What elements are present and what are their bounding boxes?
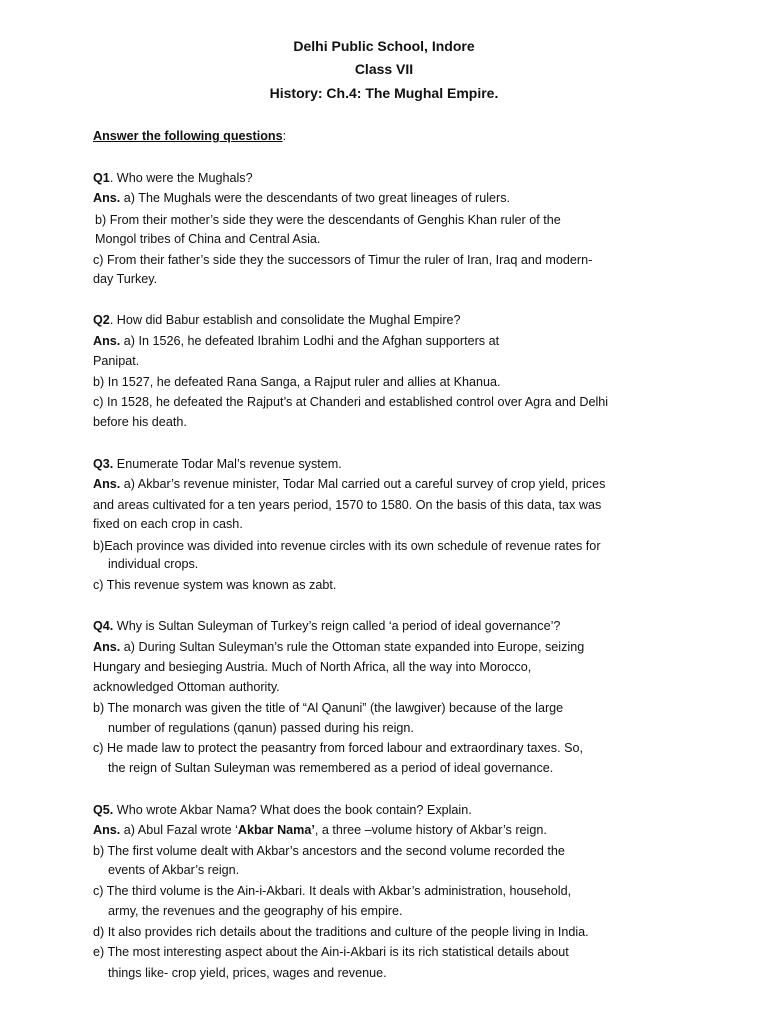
q3-answer-b-line1: b)Each province was divided into revenue circles with its own schedule of revenue rates for	[93, 539, 601, 553]
q1-question	[93, 170, 253, 186]
q4-answer-a-line1	[93, 639, 584, 655]
q1-a-text: a) The Mughals were the descendants of two great lineages of rulers.	[120, 191, 510, 205]
q4-answer-c-line2: the reign of Sultan Suleyman was remembered as a period of ideal governance.	[108, 761, 554, 775]
q1-number: Q1	[93, 171, 110, 185]
q1-ans-label: Ans.	[93, 191, 121, 205]
q1-answer-c-line2: day Turkey.	[93, 272, 158, 286]
chapter-title: History: Ch.4: The Mughal Empire.	[269, 85, 499, 101]
q2-a-text: a) In 1526, he defeated Ibrahim Lodhi and the Afghan supporters at	[120, 334, 500, 348]
q2-number: Q2	[93, 313, 110, 327]
q2-answer-a-line1	[93, 333, 499, 349]
q5-answer-b-line2: events of Akbar’s reign.	[108, 863, 240, 877]
q4-text: Why is Sultan Suleyman of Turkey’s reign called ‘a period of ideal governance’?	[113, 619, 561, 633]
q3-number: Q3.	[93, 457, 114, 471]
q5-text: Who wrote Akbar Nama? What does the book contain? Explain.	[113, 803, 472, 817]
q1-text: . Who were the Mughals?	[109, 171, 253, 185]
q2-question	[93, 312, 461, 328]
instruction-colon: :	[282, 129, 287, 143]
q5-a-pre: a) Abul Fazal wrote ‘	[120, 823, 238, 837]
q5-answer-d: d) It also provides rich details about the traditions and culture of the people living in India.	[93, 925, 589, 939]
q4-a-text: a) During Sultan Suleyman’s rule the Ottoman state expanded into Europe, seizing	[120, 640, 585, 654]
q3-answer-c: c) This revenue system was known as zabt.	[93, 578, 337, 592]
q4-answer-c-line1: c) He made law to protect the peasantry from forced labour and extraordinary taxes. So,	[93, 741, 584, 755]
q5-answer-b-line1: b) The first volume dealt with Akbar’s ancestors and the second volume recorded the	[93, 844, 565, 858]
q2-answer-a-line2: Panipat.	[93, 354, 140, 368]
q1-answer-a	[93, 190, 510, 206]
q3-ans-label: Ans.	[93, 477, 121, 491]
q5-a-book-title: Akbar Nama’	[237, 823, 315, 837]
q5-answer-a	[93, 822, 547, 838]
q5-answer-e-line1: e) The most interesting aspect about the Ain-i-Akbari is its rich statistical details about	[93, 945, 569, 959]
q1-answer-c-line1: c) From their father’s side they the successors of Timur the ruler of Iran, Iraq and modern-	[93, 253, 593, 267]
q5-answer-c-line1: c) The third volume is the Ain-i-Akbari. It deals with Akbar’s administration, household,	[93, 884, 572, 898]
q4-answer-a-line3: acknowledged Ottoman authority.	[93, 680, 280, 694]
q4-answer-b-line1: b) The monarch was given the title of “Al Qanuni” (the lawgiver) because of the large	[93, 701, 564, 715]
q2-answer-b: b) In 1527, he defeated Rana Sanga, a Rajput ruler and allies at Khanua.	[93, 375, 501, 389]
q4-question	[93, 618, 560, 634]
q5-number: Q5.	[93, 803, 114, 817]
q5-question	[93, 802, 472, 818]
q3-answer-a-line1	[93, 476, 605, 492]
q4-number: Q4.	[93, 619, 114, 633]
q1-answer-b-line2: Mongol tribes of China and Central Asia.	[95, 232, 321, 246]
q4-answer-b-line2: number of regulations (qanun) passed during his reign.	[108, 721, 414, 735]
q3-answer-a-line2: and areas cultivated for a ten years period, 1570 to 1580. On the basis of this data, tax was	[93, 498, 602, 512]
q5-ans-label: Ans.	[93, 823, 121, 837]
school-name: Delhi Public School, Indore	[293, 38, 475, 54]
q3-text: Enumerate Todar Mal’s revenue system.	[113, 457, 342, 471]
q2-answer-c-line2: before his death.	[93, 415, 187, 429]
q3-answer-b-line2: individual crops.	[108, 557, 199, 571]
q1-answer-b-line1: b) From their mother’s side they were the descendants of Genghis Khan ruler of the	[95, 213, 561, 227]
q3-question	[93, 456, 342, 472]
instruction	[93, 128, 286, 144]
q5-answer-e-line2: things like- crop yield, prices, wages and revenue.	[108, 966, 387, 980]
q4-ans-label: Ans.	[93, 640, 121, 654]
instruction-text: Answer the following questions	[93, 129, 283, 143]
q5-answer-c-line2: army, the revenues and the geography of his empire.	[108, 904, 403, 918]
class-title: Class VII	[354, 61, 414, 77]
q3-a-text: a) Akbar’s revenue minister, Todar Mal carried out a careful survey of crop yield, prices	[120, 477, 606, 491]
q4-answer-a-line2: Hungary and besieging Austria. Much of North Africa, all the way into Morocco,	[93, 660, 532, 674]
q2-ans-label: Ans.	[93, 334, 121, 348]
q2-text: . How did Babur establish and consolidate the Mughal Empire?	[109, 313, 461, 327]
q3-answer-a-line3: fixed on each crop in cash.	[93, 517, 243, 531]
q2-answer-c-line1: c) In 1528, he defeated the Rajput’s at Chanderi and established control over Agra and Delhi	[93, 395, 609, 409]
q5-a-post: , a three –volume history of Akbar’s reign.	[314, 823, 547, 837]
